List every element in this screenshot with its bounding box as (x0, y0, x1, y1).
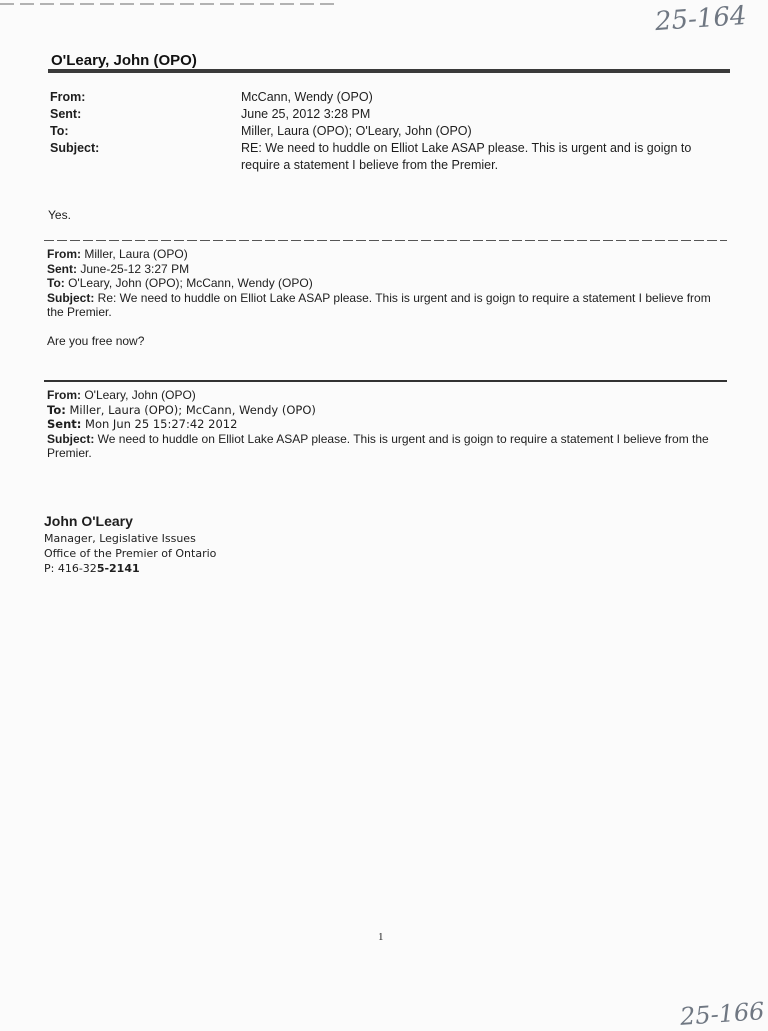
reply1-sent-line (47, 262, 737, 277)
to-label: To: (50, 124, 69, 138)
reply1-subject-label: Subject: (47, 290, 95, 305)
heading-rule (48, 69, 730, 73)
reply2-from-value: O'Leary, John (OPO) (81, 388, 196, 402)
sender-heading: O'Leary, John (OPO) (51, 52, 197, 69)
from-value: McCann, Wendy (OPO) (241, 90, 373, 104)
reply2-subject-label: Subject: (47, 431, 95, 446)
separator-dashed (44, 240, 727, 241)
quoted-message-1 (47, 247, 737, 348)
reply2-from-line (47, 388, 737, 403)
reply2-sent-line (47, 417, 737, 432)
reply2-to-value: Miller, Laura (OPO); McCann, Wendy (OPO) (65, 402, 316, 417)
reply1-subject-line (47, 291, 727, 320)
scan-artifact-line (0, 3, 340, 5)
signature-phone (44, 562, 140, 575)
email-body: Yes. (48, 208, 71, 222)
reply1-to-line (47, 276, 737, 291)
reply2-from-label: From: (47, 388, 81, 402)
signature-office: Office of the Premier of Ontario (44, 547, 217, 560)
reply2-to-line (47, 403, 737, 418)
reply2-sent-value: Mon Jun 25 15:27:42 2012 (81, 417, 238, 431)
reply1-to-label: To: (47, 276, 65, 290)
from-label: From: (50, 90, 86, 104)
quoted-message-2 (47, 388, 737, 461)
sent-value: June 25, 2012 3:28 PM (241, 107, 371, 121)
reply1-sent-value: June-25-12 3:27 PM (77, 261, 190, 276)
signature-title: Manager, Legislative Issues (44, 532, 196, 545)
page-number: 1 (378, 931, 384, 943)
subject-label: Subject: (50, 141, 100, 155)
reply2-subject-line (47, 432, 727, 461)
handwritten-page-number-bottom: 25-166 (679, 997, 766, 1031)
subject-value: RE: We need to huddle on Elliot Lake ASAP please. This is urgent and is goign to require a statement I believe from the Premier. (241, 141, 692, 172)
signature-phone-suffix: 5-2141 (96, 562, 140, 575)
sent-label: Sent: (50, 107, 82, 121)
reply2-to-label: To: (47, 402, 66, 417)
reply1-from-line (47, 247, 737, 262)
to-value: Miller, Laura (OPO); O'Leary, John (OPO) (241, 124, 472, 138)
reply2-subject-value: We need to huddle on Elliot Lake ASAP please. This is urgent and is goign to require a statement I believe from the Premier. (47, 431, 709, 460)
signature-phone-prefix: P: 416-32 (44, 562, 97, 575)
reply1-from-label: From: (47, 247, 81, 261)
reply1-subject-value: Re: We need to huddle on Elliot Lake ASAP please. This is urgent and is goign to require a statement I believe from the Premier. (47, 290, 711, 319)
reply1-body: Are you free now? (47, 333, 145, 348)
handwritten-page-number-top: 25-164 (654, 0, 748, 38)
reply1-sent-label: Sent: (47, 261, 77, 276)
signature-name: John O'Leary (44, 513, 133, 529)
reply1-from-value: Miller, Laura (OPO) (81, 247, 188, 261)
reply1-to-value: O'Leary, John (OPO); McCann, Wendy (OPO) (64, 276, 313, 290)
reply2-sent-label: Sent: (47, 417, 82, 431)
separator-solid (44, 380, 727, 382)
